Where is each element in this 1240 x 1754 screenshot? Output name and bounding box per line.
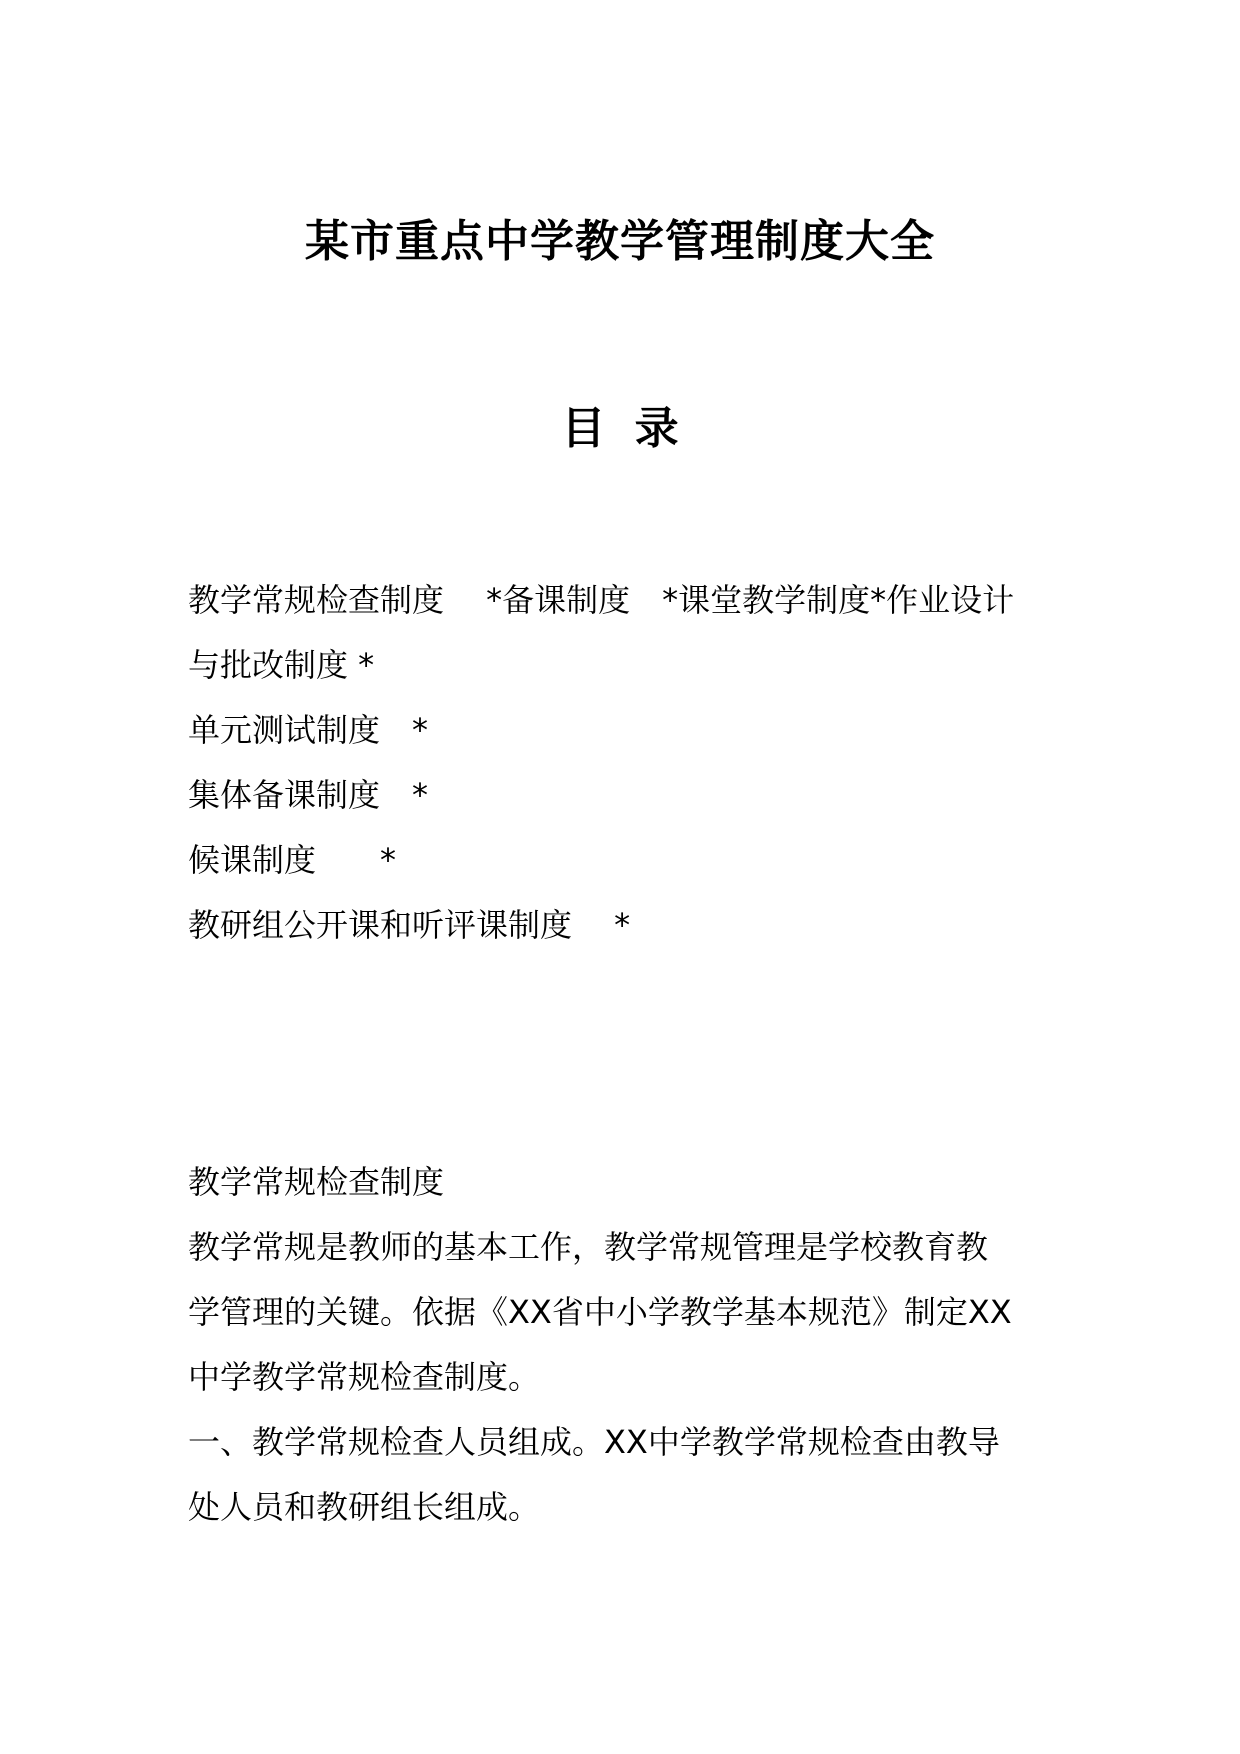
toc-heading: 目 录 [561, 403, 679, 454]
section-title: 教学常规检查制度 [188, 1163, 445, 1201]
toc-line: 教学常规检查制度 *备课制度 *课堂教学制度*作业设计 [188, 581, 1015, 619]
paragraph-line: 中学教学常规检查制度。 [188, 1358, 541, 1396]
section-body [188, 1150, 1056, 1540]
document-title: 某市重点中学教学管理制度大全 [305, 216, 935, 267]
paragraph-line: 学管理的关键。依据《XX省中小学教学基本规范》制定XX [188, 1293, 1012, 1331]
toc-line: 教研组公开课和听评课制度 * [188, 906, 631, 944]
table-of-contents [188, 568, 1056, 958]
paragraph-line: 处人员和教研组长组成。 [188, 1488, 541, 1526]
toc-line: 集体备课制度 * [188, 776, 429, 814]
toc-line: 单元测试制度 * [188, 711, 429, 749]
paragraph-line: 一、教学常规检查人员组成。XX中学教学常规检查由教导 [188, 1423, 1000, 1461]
paragraph-line: 教学常规是教师的基本工作，教学常规管理是学校教育教 [188, 1228, 989, 1266]
toc-line: 候课制度 * [188, 841, 397, 879]
toc-line: 与批改制度 * [188, 646, 375, 684]
